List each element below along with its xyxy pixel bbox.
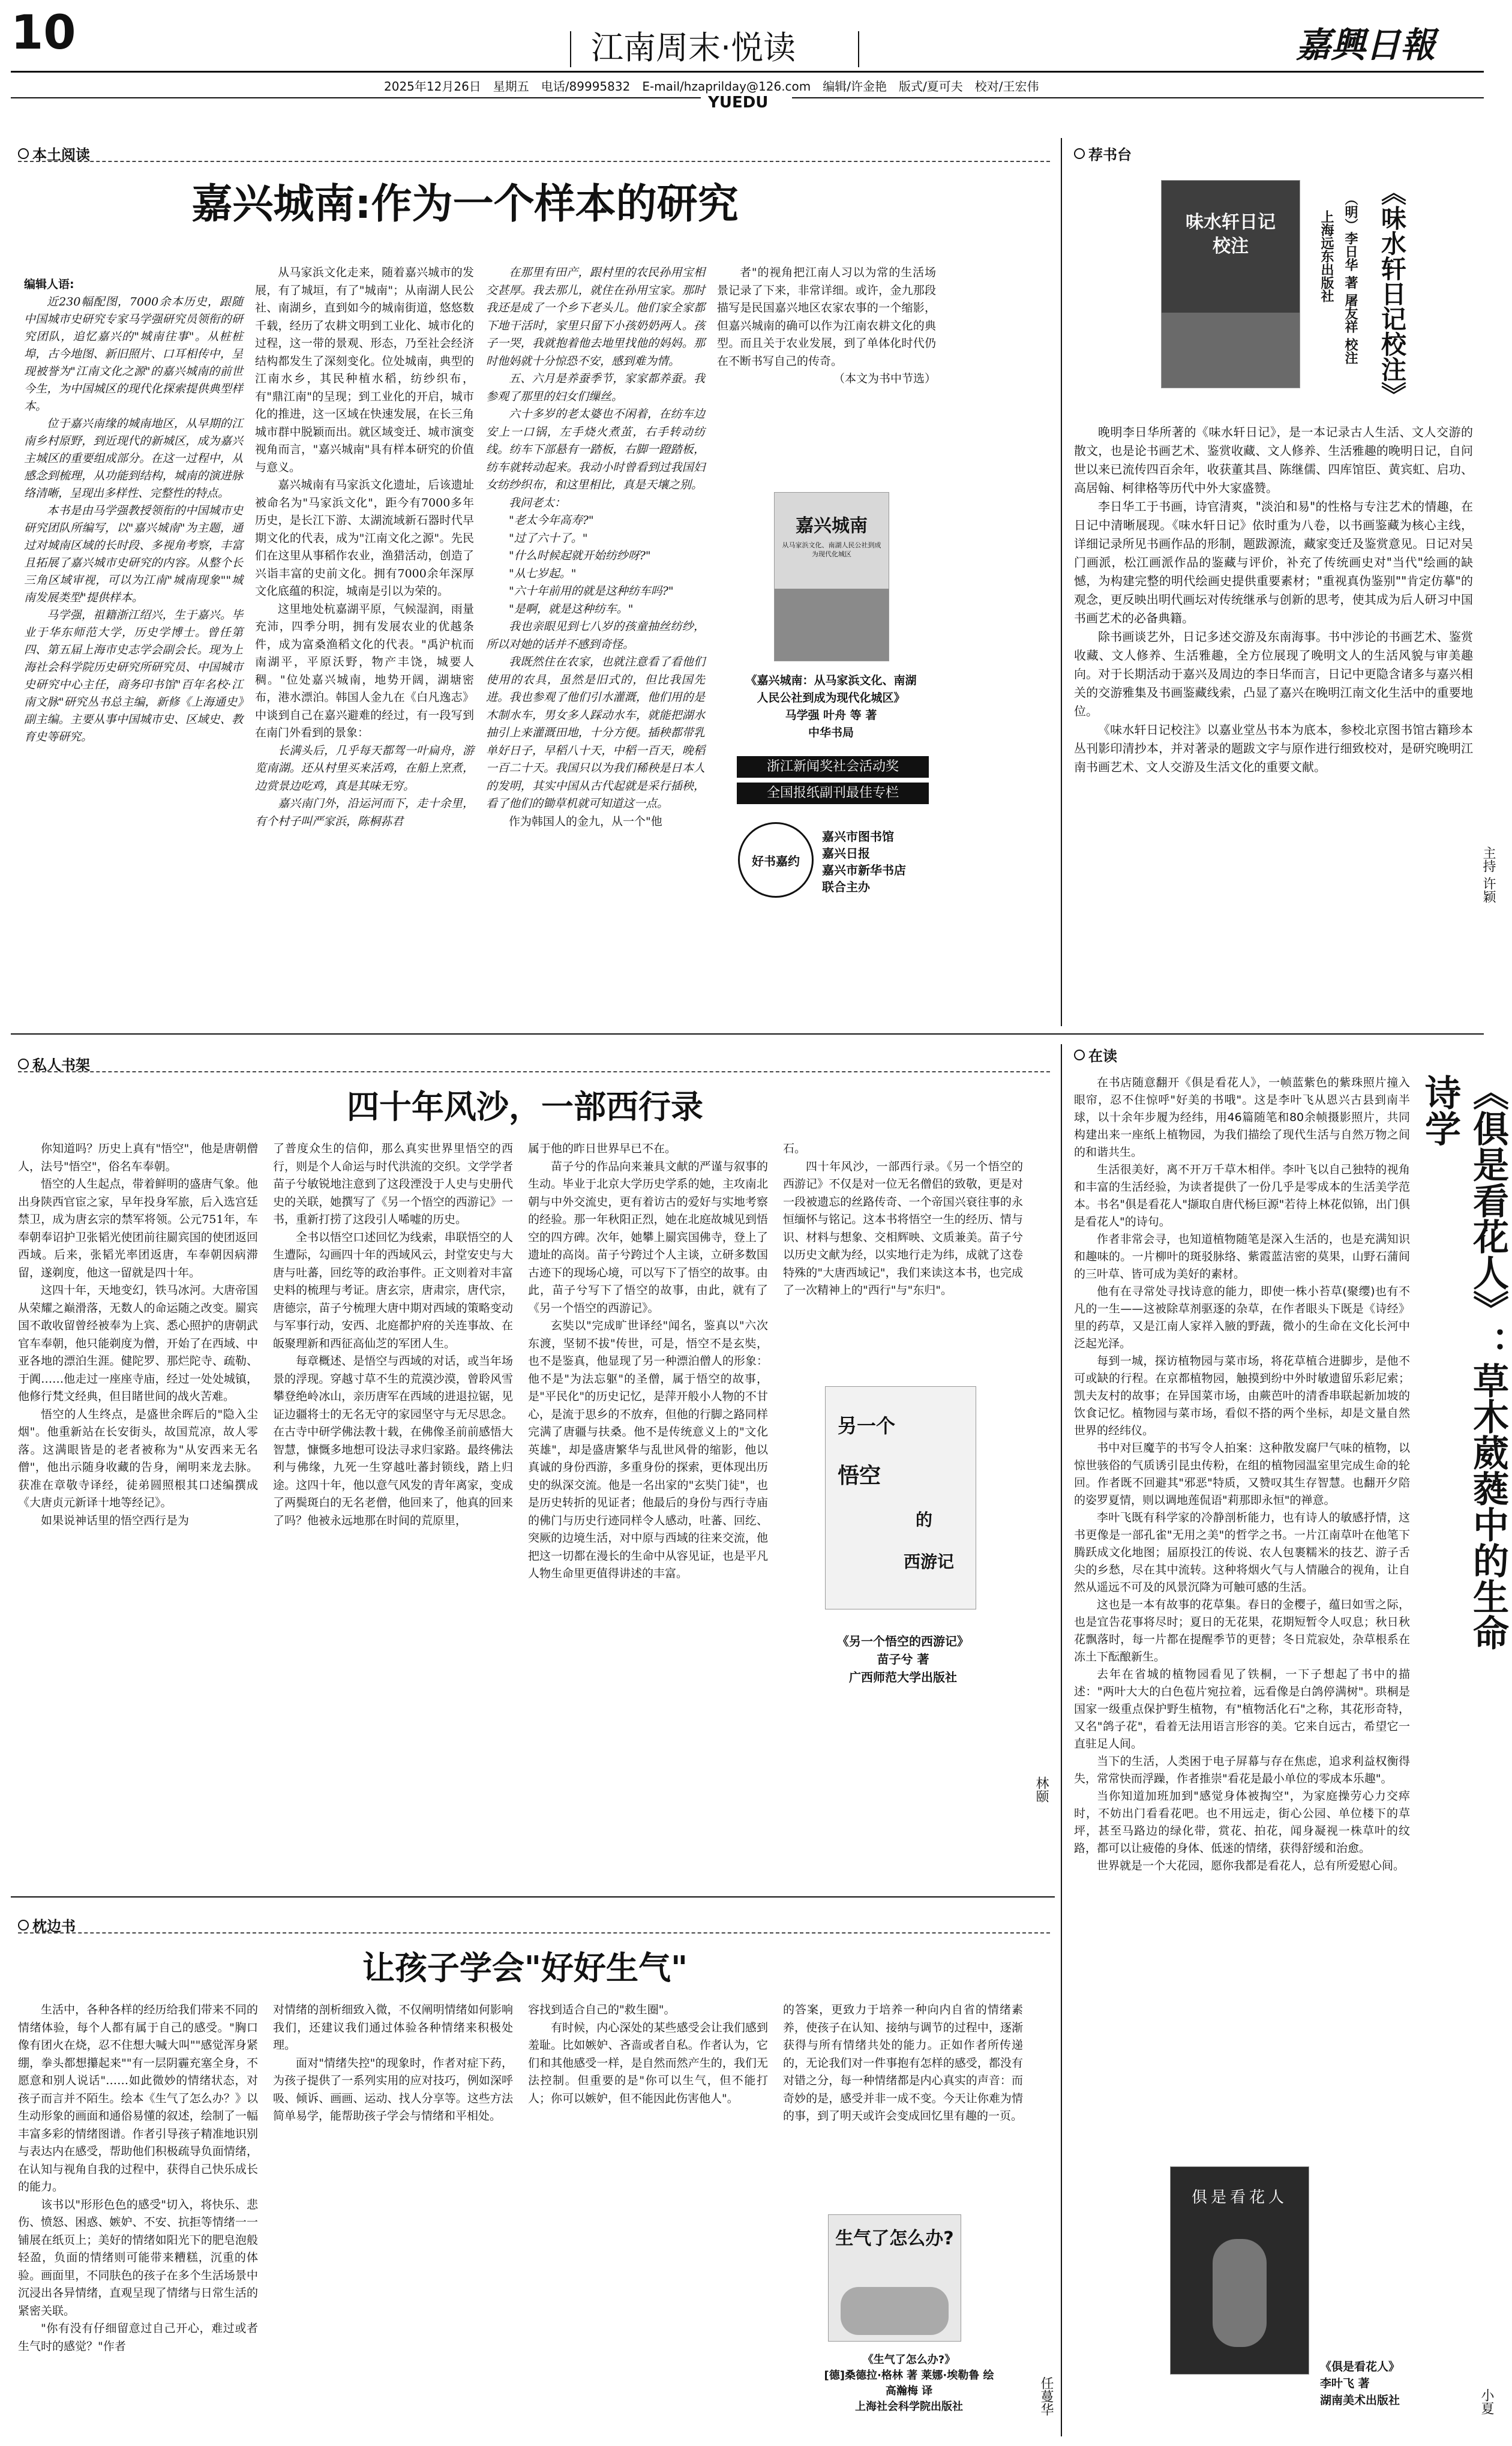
masthead-divider-left: [570, 31, 571, 67]
article3-title: 《俱是看花人》：草木葳蕤中的生命诗学: [1419, 1074, 1509, 1650]
article1-col2: 从马家浜文化走来，随着嘉兴城市的发展，有了城垣，有了"城南"；从南湖人民公社、南湖乡，直到如今的城南街道，悠悠数千载，经历了农耕文明到工业化、城市化的过程，这一带的景观、形态，乃至社会经济结构都发生了深刻变化。位处城南，典型的江南水乡，其民种植水稻，纺纱织布，有"鼎江南"的呈现；到工业化的开启，城市化的推进，这一区域在快速发展，在长三角城市群中脱颖而出。就区域变迁、城市演变视角而言，"嘉兴城南"具有样本研究的价值与意义。 嘉兴城南有马家浜文化遗址，后该遗址被命名为"马家浜文化"，距今有7000多年历史，是长江下游、太湖流域新石器时代早期文化的代表，成为"江南文化之源"。先民们在这里从事稻作农业，渔猎活动，创造了兴诣丰富的史前文化。拥有7000余年深厚文化底蕴的积淀，城南是引以为荣的。 这里地处杭嘉湖平原，气候湿润，雨量充沛，四季分明，拥有发展农业的优越条件，成为富桑渔稻文化的代表。"禹沪杭而南湖平，平原沃野，物产丰饶，城要人稠。"位处嘉兴城南，地势开阔，湖塘密布，港水漂泊。韩国人金九在《白凡逸志》中谈到自己在嘉兴避难的经过，有一段写到在南门外看到的景象： 长满头后，几乎每天都驾一叶扁舟，游览南湖。还从村里买来活鸡，在船上烹煮，边赏景边吃鸡，真是其味无穷。 嘉兴南门外，沿运河而下，走十余里，有个村子叫严家浜，陈桐荪君: [255, 266, 474, 828]
book-cover-jushikanhuaren: 俱是看花人: [1170, 2166, 1309, 2375]
article1-title: 嘉兴城南:作为一个样本的研究: [191, 181, 739, 228]
article4-col2: 对情绪的剖析细致入微，不仅阐明情绪如何影响我们，还建议我们通过体验各种情绪来积极处理。 面对"情绪失控"的现象时，作者对症下药，为孩子提供了一系列实用的应对技巧，例如深呼吸、倾诉、画画、运动、找人分享等。这些方法简单易学，能帮助孩子学会与情绪和平相处。: [273, 2003, 513, 2123]
section-title: 江南周末·悦读: [591, 29, 796, 67]
editor-xiaoxia: 小夏: [1479, 2388, 1494, 2415]
row-divider: [11, 1033, 1484, 1035]
article4-col4: 的答案，更致力于培养一种向内自省的情绪素养，使孩子在认知、接纳与调节的过程中，逐渐获得与所有情绪共处的能力。正如作者所传递的，无论我们对一件事抱有怎样的感受，都没有对错之分，每一种情绪都是内心真实的声音：而奇妙的是，感受并非一成不变。今天让你难为情的事，到了明天或许会变成回忆里有趣的一页。: [783, 2003, 1023, 2123]
book-cover-weishuixuan: 味水轩日记校注: [1161, 180, 1300, 388]
flower-illustration: [1213, 2239, 1267, 2347]
article2-title: 四十年风沙，一部西行录: [347, 1088, 703, 1126]
article4-col1: 生活中，各种各样的经历给我们带来不同的情绪体验，每个人都有属于自己的感受。"胸口像有团火在烧，忍不住想大喊大叫""感觉浑身紧绷，拳头都想攥起来""有一层阴霾充塞全身，不愿意和别人说话"……如此微妙的情绪状态，对孩子而言并不陌生。绘本《生气了怎么办？》以生动形象的画面和通俗易懂的叙述，绘制了一幅丰富多彩的情绪图谱。作者引导孩子精准地识别与表达内在感受，帮助他们积极疏导负面情绪，在认知与视角自我的过程中，获得自己快乐成长的能力。 该书以"形形色色的感受"切入，将快乐、悲伤、愤怒、困惑、嫉妒、不安、抗拒等情绪一一铺展在纸页上；美好的情绪如阳光下的肥皂泡般轻盈，负面的情绪则可能带来糟糕，沉重的体验。画面里，不同肤色的孩子在多个生活场景中沉浸出各异情绪，直观呈现了情绪与日常生活的紧密关联。 "你有没有仔细留意过自己开心，难过或者生气时的感觉？"作者: [18, 2003, 258, 2353]
article2-col3: 属于他的昨日世界早已不在。 苗子兮的作品向来兼具文献的严谨与叙事的生动。毕业于北京大学历史学系的她，主攻南北朝与中外交流史，更有着访古的爱好与实地考察的经验。那一年秋阳正烈，她在北庭故城见到悟空的四方碑。次年，她攀上罽宾国佛寺，登上了遗址的高岗。苗子兮跨过个人主谈，立研多数国古迹下的现场心境，可以写下了悟空的故事。由此，苗子兮写下了悟空的故事，由此，就有了《另一个悟空的西游记》。 玄奘以"完成旷世译经"闻名，鉴真以"六次东渡，坚韧不拔"传世，可是，悟空不是玄奘，也不是鉴真，他显现了另一种漂泊僧人的形象：他不是"为法忘躯"的圣僧，属于悟空的故事，是"平民化"的历史记忆，是萍开般小人物的不甘心，是流于思乡的不放弃，但他的行脚之路同样完满了唐疆与扶桑。他不是传统意义上的"文化英雄"，却是盛唐繁华与乱世风骨的缩影，他以真诚的身份西游，多重身份的探索，更体现出历史的纵深交流。他是一名出家的"玄奘门徒"，也是历史转折的见证者；他最后的身份与西行寺庙的佛门与历史行迹同样令人感动，吐蕃、回纥、突厥的边境生活，对中原与西域的往来交流，他把这一切都在漫长的生命中从容见证，也是平凡人物生命里更值得讲述的丰富。: [528, 1142, 768, 1580]
book2-caption: 《另一个悟空的西游记》 苗子兮 著 广西师范大学出版社: [837, 1634, 969, 1684]
article4-title: 让孩子学会"好好生气": [362, 1949, 688, 1987]
book-author-vertical: （明）李日华 著 屠友祥 校注: [1343, 192, 1358, 364]
book4-caption: 《生气了怎么办?》 [德]桑德拉·格林 著 莱娜·埃勒鲁 绘 高瀚梅 译 上海社会科学院出版社: [824, 2354, 994, 2413]
column-label-zaidu: 在读: [1074, 1044, 1117, 1065]
section-divider: [18, 1071, 1050, 1072]
book-title-vertical: 《味水轩日记校注》: [1378, 180, 1407, 407]
book-publisher-vertical: 上海远东出版社: [1319, 210, 1334, 302]
cover-illustration: [1162, 313, 1300, 388]
article4-col3: 容找到适合自己的"救生圈"。 有时候，内心深处的某些感受会让我们感到羞耻。比如嫉妒、吝啬或者自私。作者认为，它们和其他感受一样，是自然而然产生的，我们无法控制。但重要的是"你可以生气，但不能打人；你可以嫉妒，但不能因此伤害他人"。: [528, 2003, 768, 2105]
book-cover-shengqi: 生气了怎么办?: [828, 2214, 961, 2342]
paper-logo: 嘉興日報: [1296, 25, 1436, 65]
article2-col4: 石。 四十年风沙，一部西行录。《另一个悟空的西游记》不仅是对一位无名僧侣的致敬，更是对一段被遗忘的丝路传奇、一个帝国兴衰往事的永恒缅怀与铭记。这本书将悟空一生的经历、情与识、材料与想象、交相辉映、文质兼美。苗子兮以历史文献为经，以实地行走为纬，成就了这卷特殊的"大唐西域记"，我们来读这本书，也完成了一次精神上的"西行"与"东归"。: [783, 1142, 1023, 1297]
article2-col1: 你知道吗？历史上真有"悟空"，他是唐朝僧人，法号"悟空"，俗名车奉朝。 悟空的人生起点，带着鲜明的盛唐气象。他出身陕西官宦之家，早年投身军旅，后入选宫廷禁卫，成为唐玄宗的禁军将领。公元751年，车奉朝奉诏护卫张韬光使团前往罽宾国的使团返回西域。后来，张韬光率团返唐，车奉朝因病滞留，遂剃度，他这一留就是四十年。 这四十年，天地变幻，铁马冰河。大唐帝国从荣耀之巅滑落，无数人的命运随之改变。罽宾国不敢收留曾经被奉为上宾、悉心照护的唐朝武官车奉朝，他只能剃度为僧，开始了在西域、中亚各地的漂泊生涯。健陀罗、那烂陀寺、疏勒、于阗……他走过一座座寺庙，经过一处处城镇，他修行梵文经典，但目睹世间的战火苦难。 悟空的人生终点，是盛世余晖后的"隐入尘烟"。他重新站在长安街头，故国荒凉，故人零落。这满眼皆是的老者被称为"从安西来无名僧"，他出示随身收藏的告身，阐明来龙去脉。获准在章敬寺译经，徒弟圆照根其口述编撰成《大唐贞元新译十地等经记》。 如果说神话里的悟空西行是为: [18, 1142, 258, 1527]
book-cover-jiaxing-chengnan: 嘉兴城南 从马家浜文化、南湖人民公社到成为现代化城区: [774, 492, 889, 661]
book1-caption: 《嘉兴城南：从马家浜文化、南湖 人民公社到成为现代化城区》 马学强 叶舟 等 著 中华书局: [745, 674, 917, 739]
masthead-rule-2: [11, 97, 701, 98]
article-divider: [1061, 138, 1062, 1026]
masthead-divider-right: [858, 31, 859, 67]
circle-icon: [18, 148, 29, 159]
column-label-jianshu: 荐书台: [1074, 143, 1132, 164]
circle-icon: [1074, 148, 1085, 159]
column-label-siren: 私人书架: [18, 1053, 90, 1074]
article-divider: [1061, 1044, 1062, 2436]
circle-icon: [18, 1059, 29, 1069]
yuedu-mark: YUEDU: [708, 94, 769, 112]
recommend-body: 晚明李日华所著的《味水轩日记》，是一本记录古人生活、文人交游的散文，也是论书画艺术、鉴赏收藏、文人修养、生活雅趣的晚明日记，自问世以来已流传四百余年，收获董其昌、陈继儒、四库馆臣、黄宾虹、启功、高居翰、柯律格等历代中外大家盛赞。 李日华工于书画，诗官清爽，"淡泊和易"的性格与专注艺术的情趣，在日记中清晰展现。《味水轩日记》依时重为八卷，以书画鉴藏为核心主线，详细记录所见书画作品的形制，题跋源流，藏家变迁及鉴赏意见。日记对吴门画派，松江画派作品的鉴藏与评价，补充了传统画史对"当代"绘画的缺憾，为构建完整的明代绘画史提供重要素材；"重视真伪鉴别""肯定仿摹"的观念，更反映出明代画坛对传统继承与创新的思考，使其成为后人研习中国书画艺术的必备典籍。 除书画谈艺外，日记多述交游及东南海事。书中涉论的书画艺术、鉴赏收藏、文人修养、生活雅趣，全方位展现了晚明文人的生活风貌与审美趣向。对于长期活动于嘉兴及周边的李日华而言，日记中更隐含诸多与嘉兴相关的交游雅集及书画鉴藏线索，凸显了嘉兴在晚明江南文化生活中的重要地位。 《味水轩日记校注》以嘉业堂丛书本为底本，参校北京图书馆古籍珍本丛刊影印清抄本，并对著录的题跋文字与原作进行细致校对，是研究晚明江南书画艺术、文人交游及生活文化的重要文献。: [1074, 425, 1473, 774]
article1-col3: 在那里有田产，跟村里的农民孙用宝相交甚厚。我去那儿，就住在孙用宝家。那时我还是成了一个乡下老头儿。他们家全家都下地干活时，家里只留下小孩奶奶两人。孩子一哭，我就抱着他去地里找他的妈妈。那时他妈就十分惊恐不安，感到难为情。 五、六月是养蚕季节，家家都养蚕。我参观了那里的妇女们缫丝。 六十多岁的老太婆也不闲着，在纺车边安上一口锅，左手烧火煮茧，右手转动纺线。纺车下部悬有一踏板，右脚一蹬踏板，纺车就转动起来。我动小时曾看到过我国妇女纺纱织布，和这里相比，真是天壤之别。 我问老太： "老太今年高寿?" "过了六十了。" "什么时候起就开始纺纱呀?" "从七岁起。" "六十年前用的就是这种纺车吗?" "是啊，就是这种纺车。" 我也亲眼见到七八岁的孩童抽丝纺纱，所以对她的话并不感到奇怪。 我既然住在农家，也就注意看了看他们使用的农具，虽然是旧式的，但比我国先进。我也参观了他们引水灌溉，他们用的是木制水车，男女多人踩动水车，就能把湖水抽引上来灌溉田地，十分方便。插秧都带乳单好日子，早稻八十天，中稻一百天，晚稻一百二十天。我国只以为我们稀秧是日本人的发明，其实中国从古代起就是采行插秧，看了他们的锄草机就可知道这一点。 作为韩国人的金九，从一个"他: [486, 266, 705, 828]
row-divider: [11, 1896, 1055, 1898]
section-divider: [18, 161, 1050, 162]
book3-caption: 《俱是看花人》 李叶飞 著 湖南美术出版社: [1320, 2360, 1400, 2407]
masthead-rule-3: [792, 97, 1484, 98]
partners: 嘉兴市图书馆 嘉兴日报 嘉兴市新华书店 联合主办: [822, 829, 906, 894]
date-line: 2025年12月26日 星期五 电话/89995832 E-mail/hzaprilday@126.com 编辑/许金艳 版式/夏可夫 校对/王宏伟: [384, 79, 1039, 94]
article1-col4: 者"的视角把江南人习以为常的生活场景记录了下来，非常详细。或许，金九那段描写是民国嘉兴地区农家农事的一个缩影，但嘉兴城南的确可以作为江南农耕文化的典型。而且关于农业发展，到了单体化时代仍在不断书写自己的传奇。 （本文为书中节选）: [717, 266, 936, 385]
article2-col2: 了普度众生的信仰，那么真实世界里悟空的西行，则是个人命运与时代洪流的交织。文学学者苗子兮敏锐地注意到了这段湮没于人史与史册代史的关联，她撰写了《另一个悟空的西游记》一书，重新打捞了这段引人唏嘘的历史。 全书以悟空口述回忆为线索，串联悟空的人生遭际，勾画四十年的西域风云，封堂安史与大唐与吐蕃，回纥等的政治事件。正文则着对丰富史料的梳理与考证。唐玄宗，唐肃宗，唐代宗，唐德宗，苗子兮梳理大唐中期对西域的策略变动与军事行动，安西、北庭都护府的关连事故、在皈聚理新和西征高仙芝的军团人生。 每章概述、是悟空与西域的对话，或当年场景的浮现。穿越寸草不生的荒漠沙漠，曾聆风雪攀登绝岭冰山，亲历唐军在西域的进退拉锯，见证边疆将士的无名无守的家园坚守与无尽思念。在古寺中研学佛法教十载，在佛像圣前前感悟大智慧，慷慨多地想可设法寻求归家路。最终佛法利与佛缘，九死一生穿越吐蕃封锁线，踏上归途。这四十年，他以意气风发的青年离家，变成了两鬓斑白的无名老僧，他回来了，他真的回来了吗？他被永远地那在时间的荒原里，: [273, 1142, 513, 1527]
award-badge-1: 浙江新闻奖社会活动奖: [737, 756, 929, 778]
column-label-zhenbian: 枕边书: [18, 1914, 76, 1935]
circle-icon: [18, 1920, 29, 1931]
cover-illustration: [775, 589, 889, 661]
haoshu-logo: 好书嘉约: [738, 822, 814, 898]
children-illustration: [841, 2287, 949, 2335]
book-cover-wukong: 另一个 悟空 的 西游记: [825, 1386, 976, 1609]
page-number: 10: [11, 6, 76, 60]
column-label-bentu: 本土阅读: [18, 143, 90, 164]
article3-body: 在书店随意翻开《俱是看花人》，一帧蓝紫色的紫珠照片撞入眼帘，忍不住惊呼"好美的书哦"。这是李叶飞从恩兴古县到南半球，以十余年步履为经纬，用46篇随笔和80余帧摄影照片，共同构建出来一座纸上植物园，为我们描绘了现代生活与自然万物之间的和谐共生。 生活很美好，离不开万千草木相伴。李叶飞以自己独特的视角和丰富的生活经验，为读者提供了一份几乎是零成本的生活美学范本。书名"俱是看花人"撷取自唐代杨巨源"若待上林花似锦，出门俱是看花人"的诗句。 作者非常会寻，也知道植物随笔是深入生活的，也是充满知识和趣味的。一片柳叶的斑驳脉络、紫霞蓝洁密的莫果，山野石蒲间的三叶草、皆可成为美好的素材。 他有在寻常处寻找诗意的能力，即使一株小苔草(聚缨)也有不凡的一生——这被除草剂驱逐的杂草，在作者眼头下既是《诗经》里的药草，又是江南人家祥入腋的野蔬，微小的生命在文化长河中泛起光泽。 每到一城，探访植物园与菜市场，将花草植合进脚步，是他不可或缺的行程。在京都植物园，触摸到纷中外时敏遗留乐彩尼索；凯夫友村的故事；在异国菜市场，由蕨芭叶的清香串联起新加坡的饮食记忆。植物园与菜市场，看似不搭的两个坐标，却是文量自然世界的经纬仪。 书中对巨魔芋的书写令人拍案：这种散发腐尸气味的植物，以惊世骇俗的气质诱引昆虫传粉，在组的植物园温室里完成生命的轮回。作者既不回避其"邪恶"特质，又赞叹其生存智慧。也翻开夕陪的姿罗夏情，则以调地莲侃语"莉那即永恒"的禅意。 李叶飞既有科学家的冷静剖析能力，也有诗人的敏感抒情，这书更像是一部孔雀"无用之美"的哲学之书。一片江南草叶在他笔下腾跃成文化地图；届原投江的传说、农人包裹糯米的技艺、游子舌尖的乡愁，尽在其中流转。这种将烟火气与人情融合的视角，让自然从遥远不可及的风景沉降为可触可感的生活。 这也是一本有故事的花草集。春日的金樱子，蕴曰如雪之际，也是宜告花事将尽时；夏日的无花果，花期短暂令人叹息；秋日秋花飘落时，每一片都在提醒季节的更替；冬日荒寂处，杂草根系在冻土下酝酿新生。 去年在省城的植物园看见了铁桐，一下子想起了书中的描述："两叶大大的白色苞片宛拉着，远看像是白鸽停满树"。珙桐是国家一级重点保护野生植物，有"植物活化石"之称，其花形奇特，又名"鸽子花"，看着无法用语言形容的美。它来自远古，希望它一直驻足人间。 当下的生活，人类困于电子屏幕与存在焦虑，追求利益权衡得失，常常快而浮躁，作者推崇"看花是最小单位的零成本乐趣"。 当你知道加班加到"感觉身体被掏空"，为家庭操劳心力交瘁时，不妨出门看看花吧。也不用远走，街心公园、单位楼下的草坪，甚至马路边的绿化带，赏花、拍花，闻身凝视一株草叶的纹路，都可以让疲倦的身体、低迷的情绪，获得舒缓和治愈。 世界就是一个大花园，愿你我都是看花人，总有所爱慰心间。: [1074, 1076, 1410, 1872]
editor-xuying: 主持 许颖: [1481, 846, 1496, 903]
masthead-rule: [11, 71, 1484, 73]
circle-icon: [1074, 1050, 1085, 1060]
editor-note-label: 编辑人语:: [24, 278, 74, 291]
editor-note: 编辑人语: 近230幅配图，7000余本历史，跟随中国城市史研究专家马学强研究员领衔的研究团队，追忆嘉兴的"城南往事"。从桩桩埠，古今地图、新旧照片、口耳相传中，呈现被誉为"江南文化之源"的嘉兴城南的前世今生，为中国城区的现代化探索提供典型样本。 位于嘉兴南缘的城南地区，从早期的江南乡村原野，到近现代的新城区，成为嘉兴主城区的重要组成部分。在这一过程中，从感念到梳理，从功能到结构，城南的演进脉络清晰，呈现出多样性、完整性的特点。 本书是由马学强教授领衔的中国城市史研究团队所编写，以"嘉兴城南"为主题，通过对城南区域的长时段、多视角考察，丰富且拓展了嘉兴城市史研究的内容。从整个长三角区域审视，可以为江南"城南现象""城南发展类型"提供样本。 马学强，祖籍浙江绍兴，生于嘉兴。毕业于华东师范大学，历史学博士。曾任第四、第五届上海市史志学会副会长。现为上海社会科学院历史研究所研究员、中国城市史研究中心主任，商务印书馆"百年名校·江南文脉"研究丛书总主编，新修《上海通史》副主编。主要从事中国城市史、区域史、教育史等研究。: [24, 276, 243, 1014]
editor-renmanhua: 任蔓华: [1039, 2376, 1054, 2416]
award-badge-2: 全国报纸副刊最佳专栏: [737, 783, 929, 804]
editor-linyi: 林颐: [1034, 1776, 1049, 1803]
section-divider: [18, 1932, 1050, 1934]
